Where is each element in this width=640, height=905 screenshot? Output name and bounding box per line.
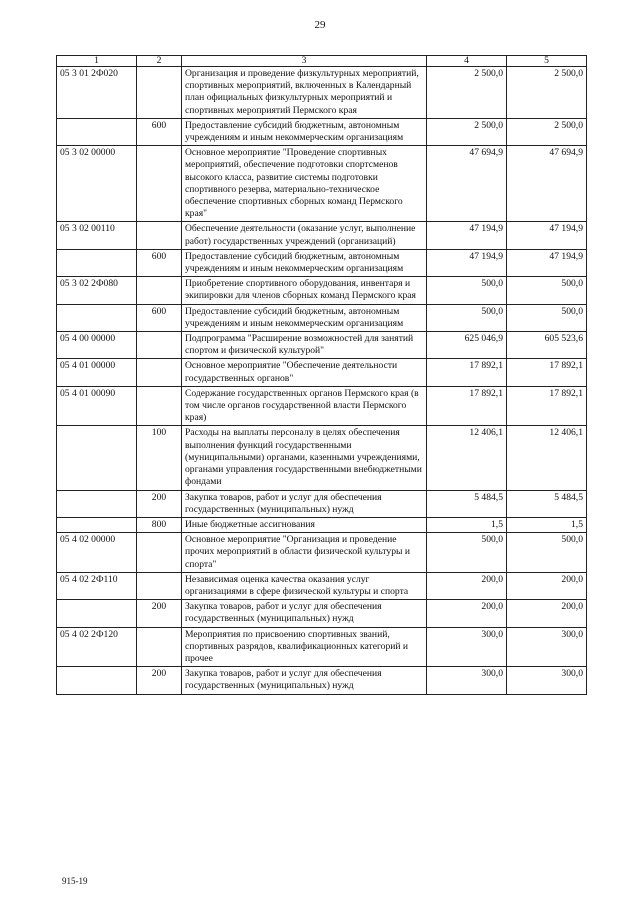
cell-expense-type (137, 533, 182, 573)
cell-amount-2: 17 892,1 (507, 386, 587, 426)
cell-amount-1: 200,0 (427, 600, 507, 627)
table-row (57, 426, 587, 490)
table-body (57, 67, 587, 695)
cell-expense-type: 100 (137, 426, 182, 490)
cell-expense-type: 200 (137, 600, 182, 627)
cell-code: 05 4 01 00000 (57, 359, 137, 386)
table-row (57, 490, 587, 517)
cell-code: 05 3 02 2Ф080 (57, 277, 137, 304)
cell-name: Закупка товаров, работ и услуг для обеспечения государственных (муниципальных) нужд (182, 667, 427, 694)
header-expense-type: 2 (137, 56, 182, 67)
cell-code (57, 304, 137, 331)
cell-amount-1: 200,0 (427, 572, 507, 599)
cell-name: Независимая оценка качества оказания услуг организациями в сфере физической культуры и спорта (182, 572, 427, 599)
table-row (57, 667, 587, 694)
table-row (57, 222, 587, 249)
table-row (57, 359, 587, 386)
cell-expense-type (137, 277, 182, 304)
cell-amount-2: 605 523,6 (507, 332, 587, 359)
cell-amount-1: 17 892,1 (427, 359, 507, 386)
table-row (57, 517, 587, 532)
cell-code: 05 3 01 2Ф020 (57, 67, 137, 119)
cell-expense-type (137, 627, 182, 667)
table-header (57, 56, 587, 67)
cell-code (57, 490, 137, 517)
cell-expense-type (137, 146, 182, 222)
cell-amount-1: 625 046,9 (427, 332, 507, 359)
cell-amount-1: 17 892,1 (427, 386, 507, 426)
table-row (57, 67, 587, 119)
cell-expense-type: 600 (137, 304, 182, 331)
cell-code (57, 517, 137, 532)
table-row (57, 627, 587, 667)
table-row (57, 146, 587, 222)
cell-name: Обеспечение деятельности (оказание услуг, выполнение работ) государственных учреждений (организаций) (182, 222, 427, 249)
cell-amount-1: 300,0 (427, 627, 507, 667)
cell-amount-2: 47 194,9 (507, 222, 587, 249)
cell-code (57, 249, 137, 276)
cell-name: Иные бюджетные ассигнования (182, 517, 427, 532)
cell-amount-1: 47 194,9 (427, 249, 507, 276)
cell-expense-type: 600 (137, 249, 182, 276)
cell-expense-type (137, 332, 182, 359)
cell-code: 05 4 00 00000 (57, 332, 137, 359)
cell-amount-2: 200,0 (507, 600, 587, 627)
cell-expense-type (137, 222, 182, 249)
cell-expense-type (137, 67, 182, 119)
cell-amount-2: 500,0 (507, 533, 587, 573)
cell-code: 05 4 02 00000 (57, 533, 137, 573)
table-row (57, 277, 587, 304)
cell-code: 05 3 02 00110 (57, 222, 137, 249)
cell-code (57, 426, 137, 490)
cell-code (57, 600, 137, 627)
header-amount-2: 5 (507, 56, 587, 67)
cell-code: 05 4 02 2Ф120 (57, 627, 137, 667)
table-row (57, 118, 587, 145)
cell-name: Основное мероприятие "Проведение спортивных мероприятий, обеспечение подготовки спортсменов высокого класса, развитие системы подготовки спортивного резерва, материально-техническое обеспечение спортивных сборных команд Пермского края" (182, 146, 427, 222)
table-row (57, 386, 587, 426)
cell-amount-2: 2 500,0 (507, 118, 587, 145)
cell-code: 05 4 02 2Ф110 (57, 572, 137, 599)
cell-amount-2: 47 694,9 (507, 146, 587, 222)
cell-code (57, 118, 137, 145)
table-row (57, 572, 587, 599)
cell-amount-1: 47 694,9 (427, 146, 507, 222)
table-row (57, 600, 587, 627)
cell-expense-type: 600 (137, 118, 182, 145)
cell-amount-1: 500,0 (427, 304, 507, 331)
page-number: 29 (314, 19, 326, 31)
cell-expense-type (137, 572, 182, 599)
cell-expense-type: 200 (137, 490, 182, 517)
cell-amount-2: 200,0 (507, 572, 587, 599)
cell-name: Закупка товаров, работ и услуг для обеспечения государственных (муниципальных) нужд (182, 490, 427, 517)
cell-code (57, 667, 137, 694)
cell-amount-2: 500,0 (507, 304, 587, 331)
cell-amount-2: 300,0 (507, 627, 587, 667)
table-row (57, 249, 587, 276)
cell-amount-2: 5 484,5 (507, 490, 587, 517)
cell-name: Приобретение спортивного оборудования, инвентаря и экипировки для членов сборных команд Пермского края (182, 277, 427, 304)
cell-name: Расходы на выплаты персоналу в целях обеспечения выполнения функций государственными (муниципальными) органами, казенными учреждениями, органами управления государственными внебюджетными фондами (182, 426, 427, 490)
cell-amount-1: 47 194,9 (427, 222, 507, 249)
cell-name: Мероприятия по присвоению спортивных званий, спортивных разрядов, квалификационных категорий и прочее (182, 627, 427, 667)
cell-expense-type (137, 386, 182, 426)
cell-amount-2: 1,5 (507, 517, 587, 532)
footer-code: 915-19 (62, 876, 88, 886)
table-row (57, 304, 587, 331)
table-row (57, 332, 587, 359)
cell-name: Предоставление субсидий бюджетным, автономным учреждениям и иным некоммерческим организациям (182, 118, 427, 145)
cell-amount-2: 500,0 (507, 277, 587, 304)
cell-name: Организация и проведение физкультурных мероприятий, спортивных мероприятий, включенных в Календарный план официальных физкультурных мероприятий и спортивных мероприятий Пермского края (182, 67, 427, 119)
cell-name: Основное мероприятие "Обеспечение деятельности государственных органов" (182, 359, 427, 386)
budget-table (56, 55, 587, 695)
cell-code: 05 4 01 00090 (57, 386, 137, 426)
header-row (57, 56, 587, 67)
header-amount-1: 4 (427, 56, 507, 67)
cell-expense-type (137, 359, 182, 386)
cell-name: Предоставление субсидий бюджетным, автономным учреждениям и иным некоммерческим организациям (182, 304, 427, 331)
cell-amount-1: 500,0 (427, 277, 507, 304)
cell-code: 05 3 02 00000 (57, 146, 137, 222)
cell-name: Содержание государственных органов Пермского края (в том числе органов государственной власти Пермского края) (182, 386, 427, 426)
cell-amount-1: 12 406,1 (427, 426, 507, 490)
cell-amount-1: 2 500,0 (427, 67, 507, 119)
cell-amount-2: 2 500,0 (507, 67, 587, 119)
cell-amount-2: 300,0 (507, 667, 587, 694)
cell-name: Предоставление субсидий бюджетным, автономным учреждениям и иным некоммерческим организациям (182, 249, 427, 276)
cell-name: Подпрограмма "Расширение возможностей для занятий спортом и физической культурой" (182, 332, 427, 359)
cell-amount-1: 2 500,0 (427, 118, 507, 145)
cell-amount-1: 5 484,5 (427, 490, 507, 517)
cell-amount-2: 17 892,1 (507, 359, 587, 386)
cell-name: Основное мероприятие "Организация и проведение прочих мероприятий в области физической культуры и спорта" (182, 533, 427, 573)
cell-amount-2: 12 406,1 (507, 426, 587, 490)
cell-name: Закупка товаров, работ и услуг для обеспечения государственных (муниципальных) нужд (182, 600, 427, 627)
cell-amount-2: 47 194,9 (507, 249, 587, 276)
header-code: 1 (57, 56, 137, 67)
cell-expense-type: 200 (137, 667, 182, 694)
cell-amount-1: 300,0 (427, 667, 507, 694)
cell-amount-1: 1,5 (427, 517, 507, 532)
cell-expense-type: 800 (137, 517, 182, 532)
table-row (57, 533, 587, 573)
header-name: 3 (182, 56, 427, 67)
cell-amount-1: 500,0 (427, 533, 507, 573)
